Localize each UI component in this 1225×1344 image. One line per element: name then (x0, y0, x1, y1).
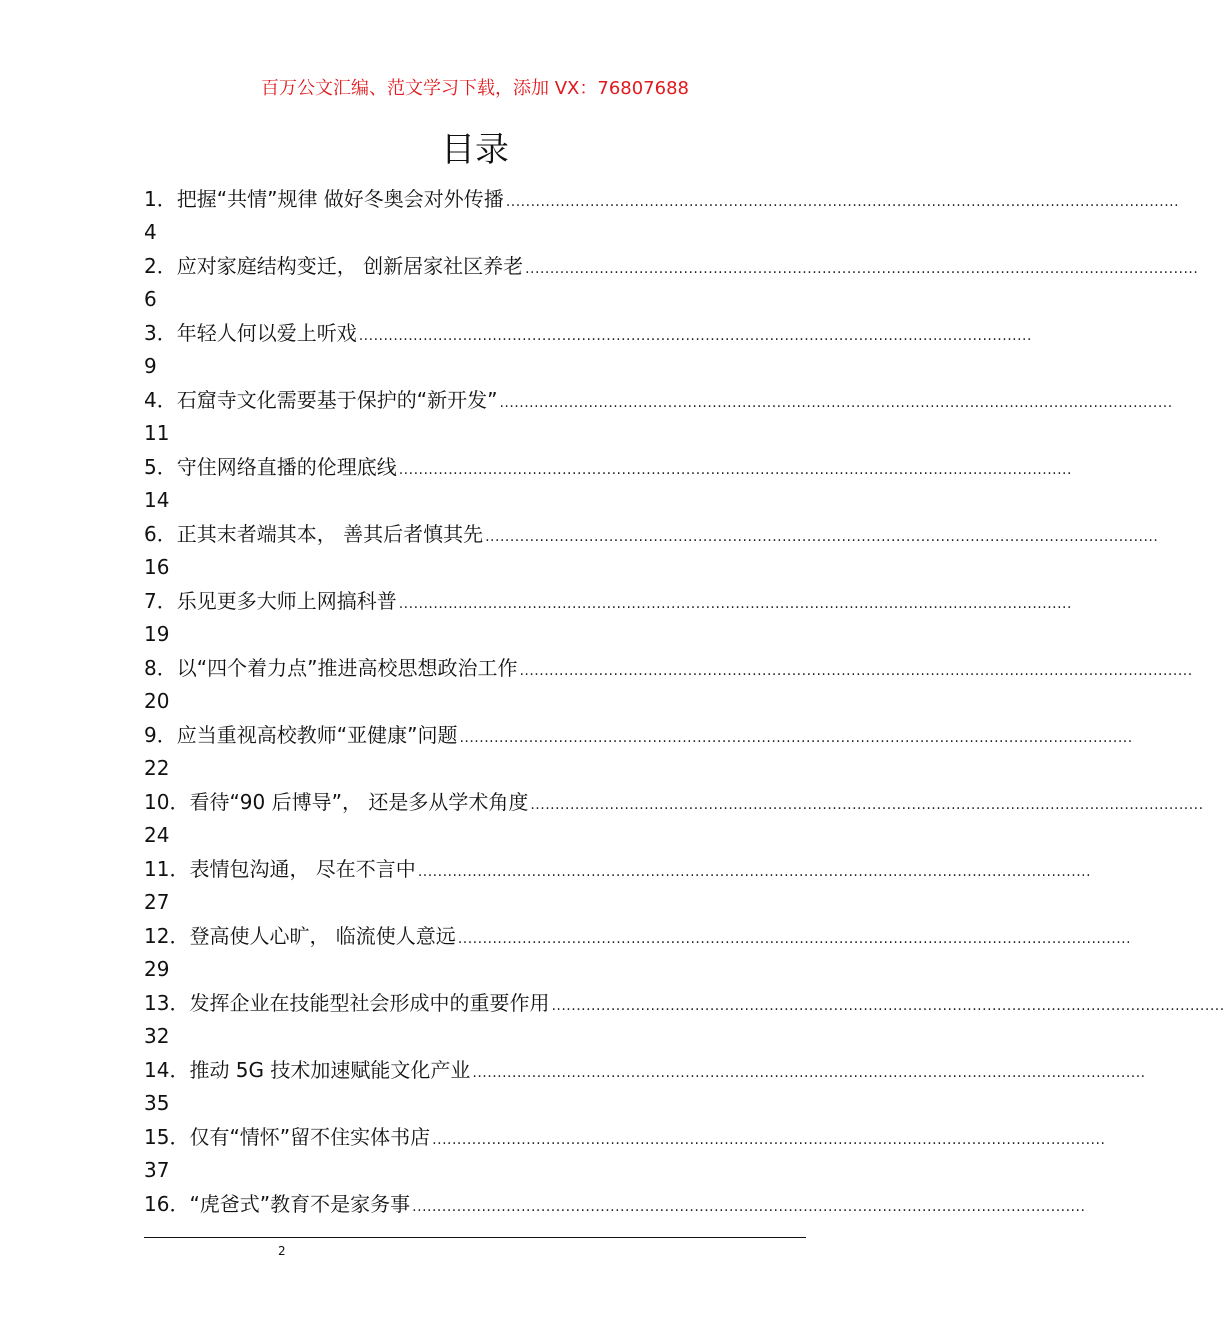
toc-entry-title: 11．表情包沟通， 尽在不言中 (144, 857, 416, 881)
toc-entry-page: 22 (144, 756, 170, 780)
toc-entry[interactable] (144, 852, 1092, 919)
toc-entry[interactable] (144, 919, 1132, 986)
toc-entry-title: 2．应对家庭结构变迁， 创新居家社区养老 (144, 254, 524, 278)
table-of-contents (144, 182, 1225, 1254)
page-number: 2 (278, 1244, 286, 1258)
toc-entry[interactable] (144, 584, 1072, 651)
toc-entry-title: 1．把握“共情”规律 做好冬奥会对外传播 (144, 187, 504, 211)
dot-leader: ........................................................................................................................................ (472, 1065, 1146, 1081)
dot-leader: ........................................................................................................................................ (505, 194, 1180, 210)
toc-entry-page: 32 (144, 1024, 170, 1048)
toc-entry[interactable] (144, 316, 1032, 383)
toc-entry-title: 9．应当重视高校教师“亚健康”问题 (144, 723, 458, 747)
toc-entry-title: 14．推动 5G 技术加速赋能文化产业 (144, 1058, 471, 1082)
toc-entry-title: 5．守住网络直播的伦理底线 (144, 455, 397, 479)
toc-entry-title: 8．以“四个着力点”推进高校思想政治工作 (144, 656, 518, 680)
toc-entry-page: 14 (144, 488, 170, 512)
toc-entry[interactable] (144, 249, 1199, 316)
dot-leader: ........................................................................................................................................ (519, 663, 1193, 679)
toc-entry-page: 20 (144, 689, 170, 713)
dot-leader: ........................................................................................................................................ (499, 395, 1173, 411)
toc-entry[interactable] (144, 1120, 1106, 1187)
watermark-header: 百万公文汇编、范文学习下载，添加 VX：76807688 (261, 78, 689, 99)
toc-entry[interactable] (144, 785, 1204, 852)
toc-entry[interactable] (144, 718, 1133, 785)
toc-entry[interactable] (144, 986, 1225, 1053)
toc-entry-page: 37 (144, 1158, 170, 1182)
toc-entry[interactable] (144, 450, 1072, 517)
toc-entry-title: 15．仅有“情怀”留不住实体书店 (144, 1125, 431, 1149)
toc-entry-title: 12．登高使人心旷， 临流使人意远 (144, 924, 456, 948)
toc-entry[interactable] (144, 651, 1193, 718)
toc-entry-page: 29 (144, 957, 170, 981)
dot-leader: ........................................................................................................................................ (485, 529, 1159, 545)
toc-entry-page: 4 (144, 220, 157, 244)
toc-entry-title: 16．“虎爸式”教育不是家务事 (144, 1192, 411, 1216)
toc-entry-title: 7．乐见更多大师上网搞科普 (144, 589, 397, 613)
toc-entry[interactable] (144, 1187, 1086, 1254)
dot-leader: ........................................................................................................................................ (432, 1132, 1106, 1148)
toc-entry[interactable] (144, 517, 1159, 584)
dot-leader: ........................................................................................................................................ (398, 462, 1072, 478)
page-title: 目录 (441, 130, 509, 170)
dot-leader: ........................................................................................................................................ (412, 1199, 1086, 1215)
toc-entry-page: 11 (144, 421, 170, 445)
toc-entry[interactable] (144, 1053, 1146, 1120)
dot-leader: ........................................................................................................................................ (551, 998, 1225, 1014)
toc-entry-title: 4．石窟寺文化需要基于保护的“新开发” (144, 388, 498, 412)
toc-entry-page: 19 (144, 622, 170, 646)
toc-entry-title: 3．年轻人何以爱上听戏 (144, 321, 357, 345)
dot-leader: ........................................................................................................................................ (525, 261, 1199, 277)
dot-leader: ........................................................................................................................................ (530, 797, 1204, 813)
toc-entry-page: 9 (144, 354, 157, 378)
toc-entry-page: 24 (144, 823, 170, 847)
dot-leader: ........................................................................................................................................ (457, 931, 1132, 947)
toc-entry[interactable] (144, 383, 1173, 450)
dot-leader: ........................................................................................................................................ (398, 596, 1072, 612)
toc-entry-title: 6．正其末者端其本， 善其后者慎其先 (144, 522, 484, 546)
toc-entry-title: 10．看待“90 后博导”， 还是多从学术角度 (144, 790, 529, 814)
footer-rule (144, 1237, 806, 1238)
toc-entry-page: 6 (144, 287, 157, 311)
dot-leader: ........................................................................................................................................ (459, 730, 1133, 746)
dot-leader: ........................................................................................................................................ (417, 864, 1092, 880)
dot-leader: ........................................................................................................................................ (358, 328, 1032, 344)
toc-entry-page: 16 (144, 555, 170, 579)
toc-entry-page: 35 (144, 1091, 170, 1115)
toc-entry[interactable] (144, 182, 1180, 249)
toc-entry-title: 13．发挥企业在技能型社会形成中的重要作用 (144, 991, 550, 1015)
toc-entry-page: 27 (144, 890, 170, 914)
